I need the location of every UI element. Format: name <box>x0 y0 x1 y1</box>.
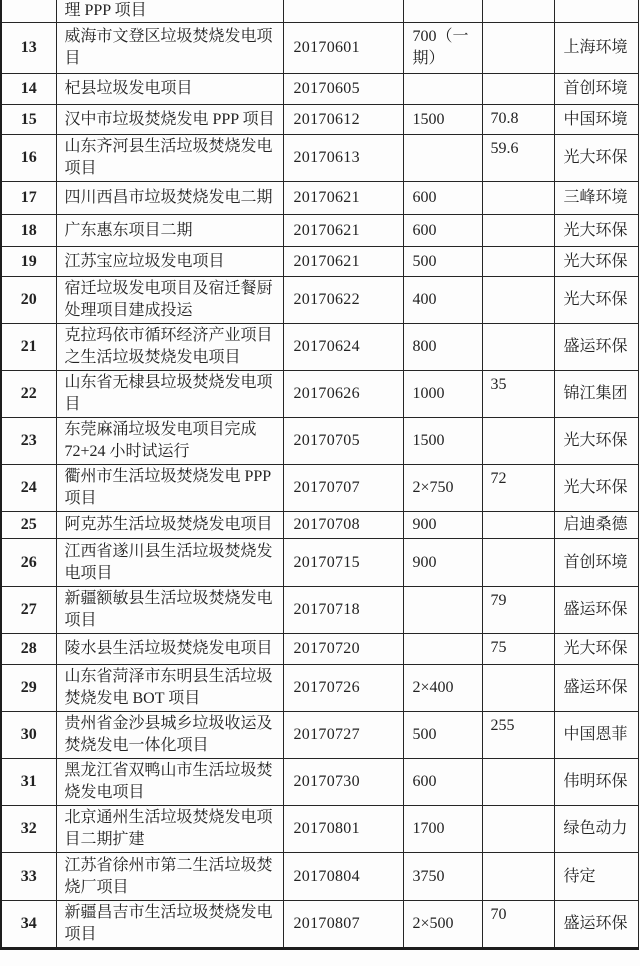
cell-value <box>482 806 554 853</box>
cell-value <box>482 215 554 247</box>
cell-capacity: 1500 <box>403 105 482 135</box>
cell-capacity: 3750 <box>403 853 482 901</box>
cell-no: 15 <box>1 105 56 135</box>
cell-no: 32 <box>1 806 56 853</box>
cell-company: 中国恩菲 <box>554 712 638 759</box>
cell-date: 20170601 <box>283 23 403 74</box>
cell-value <box>482 74 554 105</box>
cell-project: 广东惠东项目二期 <box>56 215 283 247</box>
cell-company: 盛运环保 <box>554 901 638 949</box>
cell-no: 22 <box>1 371 56 418</box>
table-row <box>1 135 638 182</box>
cell-value <box>482 182 554 215</box>
cell-capacity: 600 <box>403 215 482 247</box>
cell-no: 24 <box>1 465 56 512</box>
cell-no: 14 <box>1 74 56 105</box>
cell-date: 20170715 <box>283 539 403 587</box>
cell-value: 79 <box>482 587 554 634</box>
cell-value: 35 <box>482 371 554 418</box>
cell-no: 20 <box>1 277 56 324</box>
table-row <box>1 512 638 539</box>
cell-capacity: 600 <box>403 759 482 806</box>
table-row <box>1 182 638 215</box>
cell-no: 31 <box>1 759 56 806</box>
table-row <box>1 759 638 806</box>
cell-company: 光大环保 <box>554 215 638 247</box>
cell-company: 光大环保 <box>554 465 638 512</box>
cell-capacity: 400 <box>403 277 482 324</box>
cell-value: 72 <box>482 465 554 512</box>
table-row <box>1 247 638 277</box>
table-row <box>1 634 638 665</box>
cell-no: 30 <box>1 712 56 759</box>
cell-value <box>482 324 554 371</box>
cell-value <box>482 277 554 324</box>
cell-capacity: 500 <box>403 247 482 277</box>
table-row <box>1 465 638 512</box>
table-row <box>1 712 638 759</box>
cell-capacity: 900 <box>403 512 482 539</box>
table-row <box>1 105 638 135</box>
cell-capacity: 2×500 <box>403 901 482 949</box>
cell-capacity: 600 <box>403 182 482 215</box>
cell-no: 19 <box>1 247 56 277</box>
cell-company: 盛运环保 <box>554 587 638 634</box>
cell-project: 克拉玛依市循环经济产业项目之生活垃圾焚烧发电项目 <box>56 324 283 371</box>
cell-company: 光大环保 <box>554 247 638 277</box>
cell-date: 20170730 <box>283 759 403 806</box>
project-table-body <box>1 0 638 949</box>
table-row <box>1 277 638 324</box>
cell-project: 东莞麻涌垃圾发电项目完成 72+24 小时试运行 <box>56 418 283 465</box>
table-row <box>1 853 638 901</box>
cell-company: 首创环境 <box>554 539 638 587</box>
cell-value: 59.6 <box>482 135 554 182</box>
cell-capacity: 1700 <box>403 806 482 853</box>
cell-no: 34 <box>1 901 56 949</box>
cell-date: 20170624 <box>283 324 403 371</box>
cell-date: 20170727 <box>283 712 403 759</box>
cell-company <box>554 0 638 23</box>
cell-company: 启迪桑德 <box>554 512 638 539</box>
cell-project: 理 PPP 项目 <box>56 0 283 23</box>
table-row <box>1 587 638 634</box>
table-row <box>1 901 638 949</box>
cell-value <box>482 665 554 712</box>
cell-capacity: 700（一期） <box>403 23 482 74</box>
cell-project: 江苏省徐州市第二生活垃圾焚烧厂项目 <box>56 853 283 901</box>
cell-no: 17 <box>1 182 56 215</box>
cell-project: 新疆昌吉市生活垃圾焚烧发电项目 <box>56 901 283 949</box>
cell-project: 江苏宝应垃圾发电项目 <box>56 247 283 277</box>
table-row <box>1 324 638 371</box>
table-row <box>1 215 638 247</box>
cell-date: 20170726 <box>283 665 403 712</box>
cell-no: 23 <box>1 418 56 465</box>
cell-company: 锦江集团 <box>554 371 638 418</box>
cell-no: 18 <box>1 215 56 247</box>
cell-company: 绿色动力 <box>554 806 638 853</box>
cell-no: 28 <box>1 634 56 665</box>
cell-company: 光大环保 <box>554 135 638 182</box>
cell-value <box>482 418 554 465</box>
cell-project: 衢州市生活垃圾焚烧发电 PPP 项目 <box>56 465 283 512</box>
table-row <box>1 371 638 418</box>
cell-company: 三峰环境 <box>554 182 638 215</box>
cell-value <box>482 759 554 806</box>
cell-company: 伟明环保 <box>554 759 638 806</box>
cell-date: 20170621 <box>283 215 403 247</box>
cell-date <box>283 0 403 23</box>
table-row <box>1 23 638 74</box>
cell-date: 20170804 <box>283 853 403 901</box>
cell-project: 黑龙江省双鸭山市生活垃圾焚烧发电项目 <box>56 759 283 806</box>
cell-capacity: 2×750 <box>403 465 482 512</box>
cell-date: 20170707 <box>283 465 403 512</box>
cell-capacity <box>403 74 482 105</box>
cell-value <box>482 539 554 587</box>
cell-date: 20170708 <box>283 512 403 539</box>
cell-company: 上海环境 <box>554 23 638 74</box>
cell-project: 贵州省金沙县城乡垃圾收运及焚烧发电一体化项目 <box>56 712 283 759</box>
cell-capacity: 1500 <box>403 418 482 465</box>
cell-value <box>482 0 554 23</box>
cell-value: 255 <box>482 712 554 759</box>
cell-company: 光大环保 <box>554 277 638 324</box>
cell-capacity: 800 <box>403 324 482 371</box>
cell-company: 首创环境 <box>554 74 638 105</box>
cell-capacity: 2×400 <box>403 665 482 712</box>
cell-value <box>482 512 554 539</box>
cell-capacity <box>403 634 482 665</box>
cell-capacity <box>403 135 482 182</box>
cell-capacity <box>403 587 482 634</box>
cell-project: 新疆额敏县生活垃圾焚烧发电项目 <box>56 587 283 634</box>
cell-project: 北京通州生活垃圾焚烧发电项目二期扩建 <box>56 806 283 853</box>
cell-date: 20170807 <box>283 901 403 949</box>
cell-project: 杞县垃圾发电项目 <box>56 74 283 105</box>
cell-no: 13 <box>1 23 56 74</box>
cell-capacity: 1000 <box>403 371 482 418</box>
cell-value <box>482 23 554 74</box>
cell-project: 山东省无棣县垃圾焚烧发电项目 <box>56 371 283 418</box>
cell-no: 16 <box>1 135 56 182</box>
cell-company: 光大环保 <box>554 418 638 465</box>
cell-no: 25 <box>1 512 56 539</box>
cell-company: 盛运环保 <box>554 324 638 371</box>
cell-value: 70.8 <box>482 105 554 135</box>
cell-no: 27 <box>1 587 56 634</box>
cell-project: 威海市文登区垃圾焚烧发电项目 <box>56 23 283 74</box>
cell-no: 33 <box>1 853 56 901</box>
cell-date: 20170621 <box>283 247 403 277</box>
cell-value <box>482 247 554 277</box>
cell-capacity: 500 <box>403 712 482 759</box>
cell-project: 山东齐河县生活垃圾焚烧发电项目 <box>56 135 283 182</box>
cell-no: 21 <box>1 324 56 371</box>
cell-no: 26 <box>1 539 56 587</box>
cell-company: 待定 <box>554 853 638 901</box>
cell-project: 江西省遂川县生活垃圾焚烧发电项目 <box>56 539 283 587</box>
table-row <box>1 539 638 587</box>
cell-capacity <box>403 0 482 23</box>
cell-date: 20170801 <box>283 806 403 853</box>
cell-no: 29 <box>1 665 56 712</box>
cell-date: 20170718 <box>283 587 403 634</box>
cell-company: 中国环境 <box>554 105 638 135</box>
cell-company: 光大环保 <box>554 634 638 665</box>
cell-date: 20170622 <box>283 277 403 324</box>
cell-project: 汉中市垃圾焚烧发电 PPP 项目 <box>56 105 283 135</box>
cell-date: 20170613 <box>283 135 403 182</box>
cell-date: 20170720 <box>283 634 403 665</box>
cell-company: 盛运环保 <box>554 665 638 712</box>
cell-value: 70 <box>482 901 554 949</box>
table-row <box>1 74 638 105</box>
cell-value: 75 <box>482 634 554 665</box>
cell-date: 20170626 <box>283 371 403 418</box>
table-row <box>1 418 638 465</box>
cell-date: 20170621 <box>283 182 403 215</box>
cell-project: 山东省菏泽市东明县生活垃圾焚烧发电 BOT 项目 <box>56 665 283 712</box>
table-row <box>1 806 638 853</box>
cell-capacity: 900 <box>403 539 482 587</box>
carryover-row <box>1 0 638 23</box>
cell-project: 阿克苏生活垃圾焚烧发电项目 <box>56 512 283 539</box>
cell-date: 20170605 <box>283 74 403 105</box>
cell-date: 20170612 <box>283 105 403 135</box>
cell-date: 20170705 <box>283 418 403 465</box>
cell-project: 宿迁垃圾发电项目及宿迁餐厨处理项目建成投运 <box>56 277 283 324</box>
cell-value <box>482 853 554 901</box>
cell-no <box>1 0 56 23</box>
cell-project: 四川西昌市垃圾焚烧发电二期 <box>56 182 283 215</box>
table-row <box>1 665 638 712</box>
cell-project: 陵水县生活垃圾焚烧发电项目 <box>56 634 283 665</box>
